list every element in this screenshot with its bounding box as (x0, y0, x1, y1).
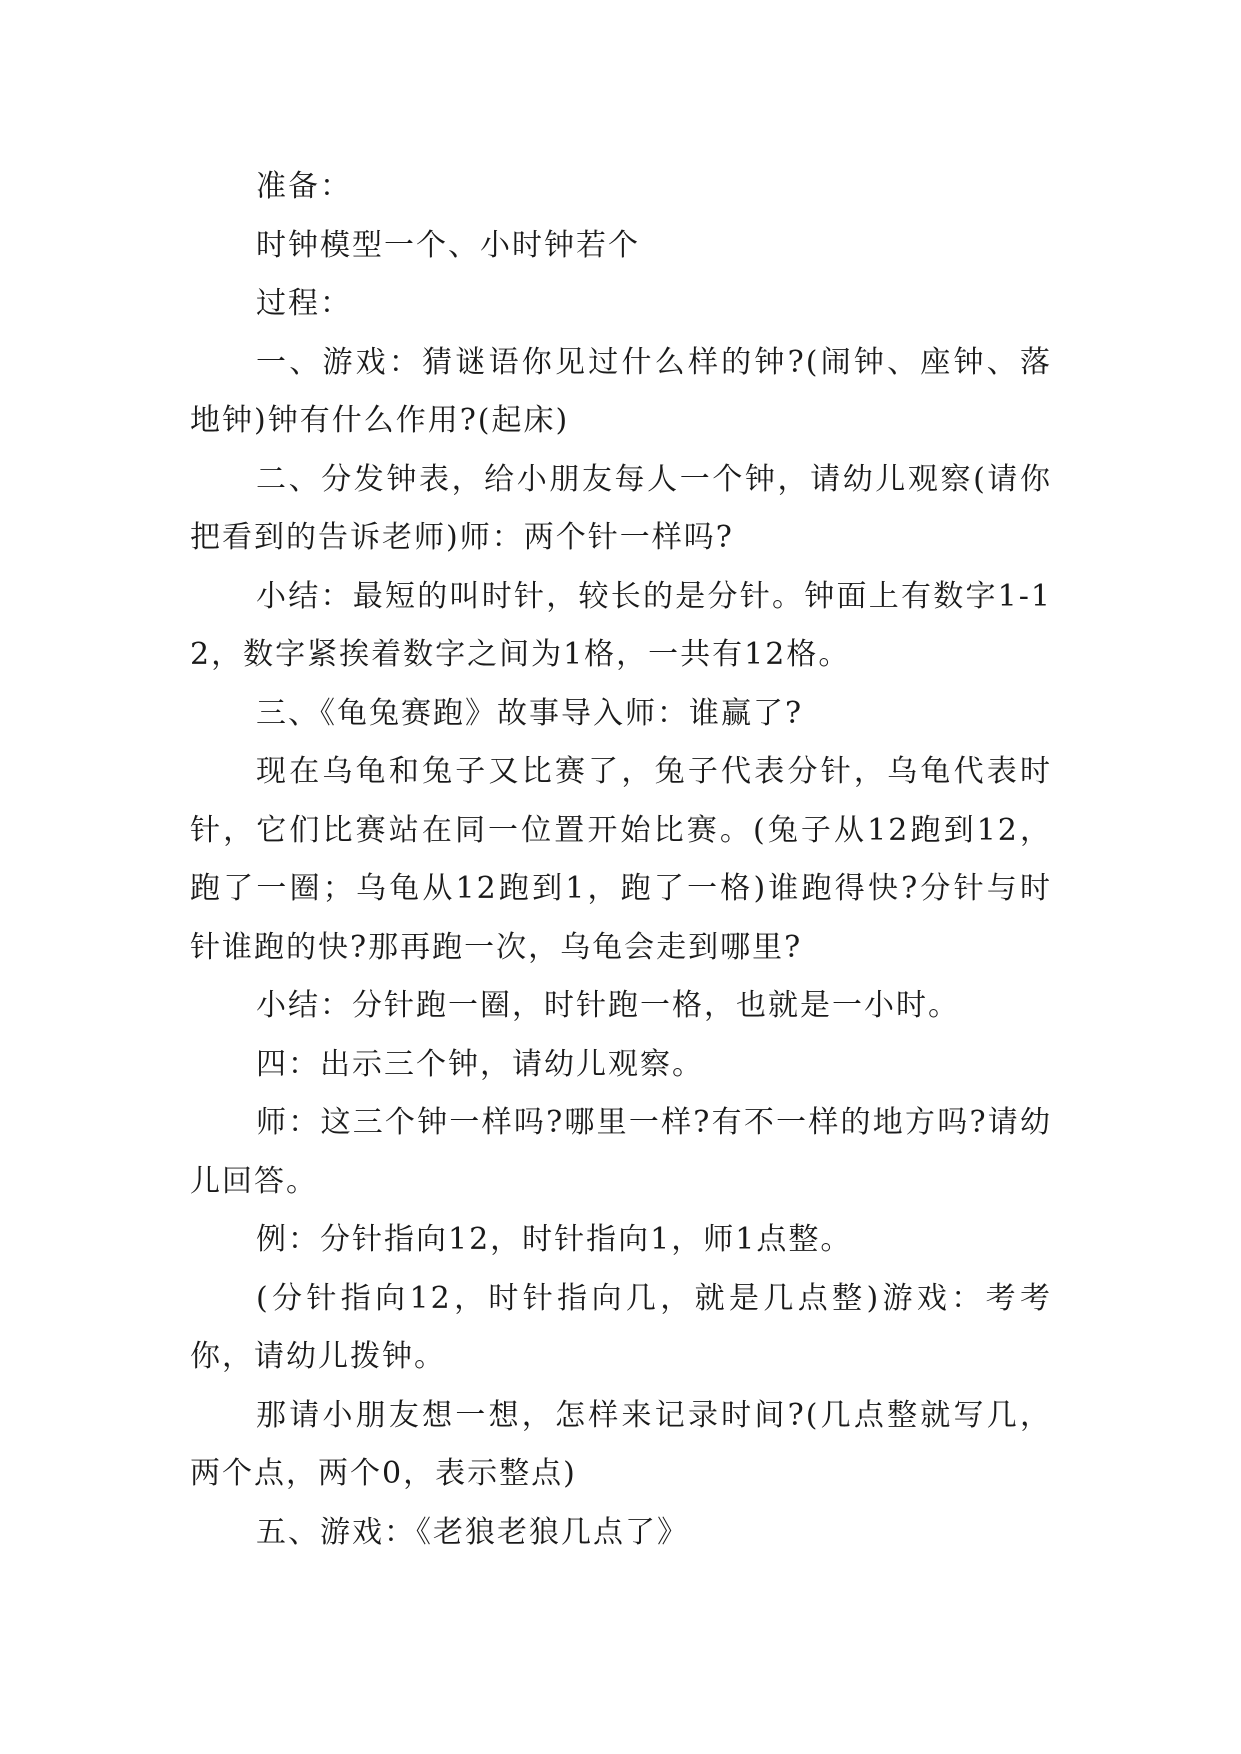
paragraph-teacher-question: 师：这三个钟一样吗?哪里一样?有不一样的地方吗?请幼儿回答。 (190, 1105, 1052, 1199)
paragraph-example: 例：分针指向12，时针指向1，师1点整。 (256, 1222, 853, 1257)
paragraph-step-two: 二、分发钟表，给小朋友每人一个钟，请幼儿观察(请你把看到的告诉老师)师：两个针一样吗? (190, 461, 1052, 555)
paragraph-summary-hands: 小结：最短的叫时针，较长的是分针。钟面上有数字1-12，数字紧挨着数字之间为1格，一共有12格。 (190, 578, 1052, 672)
paragraph-step-one: 一、游戏：猜谜语你见过什么样的钟?(闹钟、座钟、落地钟)钟有什么作用?(起床) (190, 344, 1052, 438)
paragraph-record-time: 那请小朋友想一想，怎样来记录时间?(几点整就写几，两个点，两个0，表示整点) (190, 1397, 1052, 1491)
paragraph-race-story: 现在乌龟和兔子又比赛了，兔子代表分针，乌龟代表时针，它们比赛站在同一位置开始比赛。(兔子从12跑到12，跑了一圈；乌龟从12跑到1，跑了一格)谁跑得快?分针与时针谁跑的快?那再跑一次，乌龟会走到哪里? (190, 754, 1052, 965)
paragraph-step-three: 三、《龟兔赛跑》故事导入师：谁赢了? (256, 695, 804, 731)
paragraph-summary-hour: 小结：分针跑一圈，时针跑一格，也就是一小时。 (256, 988, 960, 1023)
paragraph-game-dial: (分针指向12，时针指向几，就是几点整)游戏：考考你，请幼儿拨钟。 (190, 1280, 1052, 1374)
document-body (190, 158, 1052, 1562)
paragraph-step-four: 四：出示三个钟，请幼儿观察。 (256, 1046, 704, 1082)
paragraph-materials: 时钟模型一个、小时钟若个 (256, 227, 640, 263)
paragraph-process-heading: 过程： (256, 286, 352, 321)
paragraph-step-five: 五、游戏：《老狼老狼几点了》 (256, 1514, 689, 1550)
paragraph-preparation-heading: 准备： (256, 169, 352, 204)
